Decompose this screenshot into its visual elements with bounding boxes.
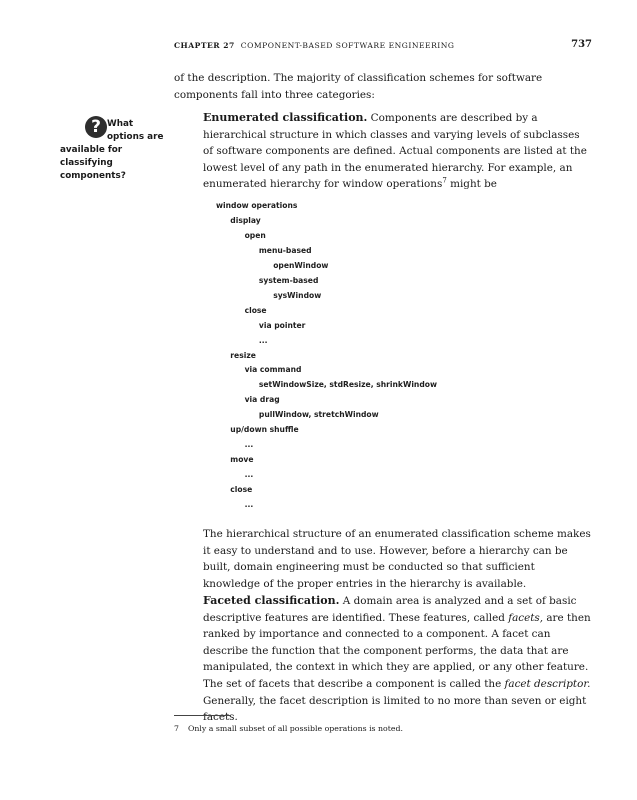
enumerated-text: Components are described by a hierarchical structure in which classes and varying levels of subclasses of software components are defined. Actual components are listed at the lowest level of any path in the enumerated hierarchy. For example, an enumerated hierarchy for window operations xyxy=(203,112,587,191)
hierarchy-node: ... xyxy=(244,470,254,480)
hierarchy-node: system-based xyxy=(258,275,319,285)
facets-term: facets, xyxy=(508,611,544,624)
hierarchy-node: close xyxy=(230,485,253,495)
hierarchy-node: up/down shuffle xyxy=(230,425,299,435)
margin-question-line: classifying xyxy=(60,158,113,168)
hierarchy-node: via command xyxy=(244,365,302,375)
hierarchy-node: ... xyxy=(244,500,254,509)
hierarchy-node: window operations xyxy=(216,201,298,210)
enumerated-text-end: might be xyxy=(446,178,497,191)
hierarchy-node: ... xyxy=(258,335,268,345)
margin-question-line: components? xyxy=(60,171,126,181)
question-mark-icon: ? xyxy=(85,116,107,138)
hierarchy-paragraph: The hierarchical structure of an enumerated classification scheme makes it easy to understand and to use. However, before a hierarchy can be built, domain engineering must be conducted so that sufficient knowledge of the proper entries in the hierarchy is available. xyxy=(203,528,591,590)
margin-question-line: available for xyxy=(60,145,123,155)
footnote-text: Only a small subset of all possible operations is noted. xyxy=(187,724,403,733)
hierarchy-node: open xyxy=(244,230,266,240)
facet-descriptor-term: facet descriptor. xyxy=(504,677,591,690)
footnote-divider xyxy=(174,715,231,716)
margin-question-line: What xyxy=(107,119,134,129)
hierarchy-node: move xyxy=(230,455,254,465)
hierarchy-node: setWindowSize, stdResize, shrinkWindow xyxy=(258,380,438,390)
chapter-title: COMPONENT-BASED SOFTWARE ENGINEERING xyxy=(240,41,455,50)
hierarchy-node: display xyxy=(230,215,261,225)
faceted-text: are then ranked by importance and connected to a component. A facet can describe the function that the component performs, the data that are manipulated, the context in which they are applied, or any other feature. The set of facets that describe a component is called the xyxy=(203,611,591,690)
hierarchy-node: openWindow xyxy=(273,260,329,270)
footnote xyxy=(174,724,403,733)
enumerated-heading: Enumerated classification. xyxy=(203,111,368,124)
faceted-text: A domain area is analyzed and a set of basic descriptive features are identified. These features, called xyxy=(203,595,577,624)
intro-paragraph: of the description. The majority of classification schemes for software components fall into three categories: xyxy=(174,72,543,101)
hierarchy-node: close xyxy=(244,305,267,315)
hierarchy-node: resize xyxy=(230,350,256,360)
page-number: 737 xyxy=(571,39,592,50)
footnote-number: 7 xyxy=(174,724,179,733)
hierarchy-node: menu-based xyxy=(258,245,312,255)
hierarchy-node: pullWindow, stretchWindow xyxy=(258,410,379,420)
footnote-ref: 7 xyxy=(442,176,447,185)
hierarchy-node: via pointer xyxy=(258,320,306,330)
faceted-paragraph xyxy=(203,593,593,726)
faceted-text: Generally, the facet description is limited to no more than seven or eight facets. xyxy=(203,694,587,724)
hierarchy-node: via drag xyxy=(244,395,280,405)
margin-question-line: options are xyxy=(107,132,164,142)
hierarchy-node: sysWindow xyxy=(273,290,322,300)
chapter-label: CHAPTER 27 xyxy=(174,41,235,50)
faceted-heading: Faceted classification. xyxy=(203,594,340,607)
hierarchy-node: ... xyxy=(244,440,254,450)
